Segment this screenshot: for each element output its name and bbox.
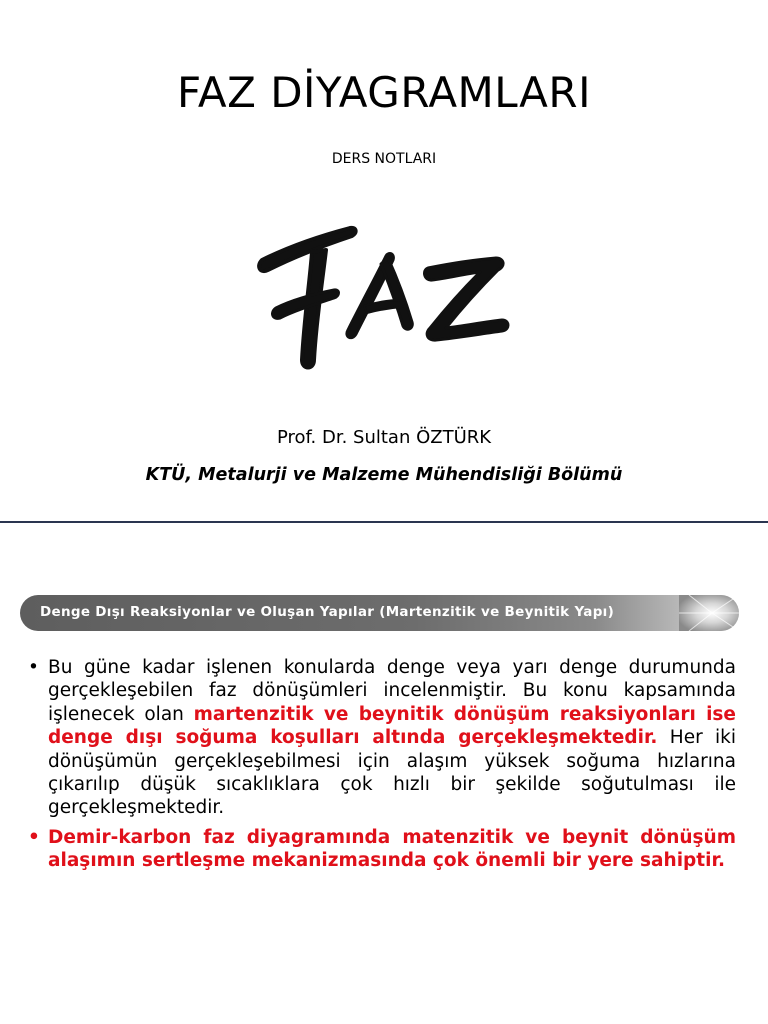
bullet-text: Demir-karbon faz diyagramında matenzitik ve beynit dönüşüm alaşımın sertleşme mekanizmasında çok önemli bir yere sahiptir. bbox=[48, 826, 736, 872]
slide-divider bbox=[0, 521, 768, 523]
bullet-list bbox=[28, 656, 736, 879]
banner-shine-decoration bbox=[679, 595, 739, 631]
bullet-marker: • bbox=[28, 826, 40, 848]
faz-logo bbox=[252, 210, 514, 378]
author-name: Prof. Dr. Sultan ÖZTÜRK bbox=[276, 427, 492, 448]
bullet-text-part1: Bu güne kadar işlenen konularda denge veya yarı denge durumunda gerçekleşebilen faz dönüşümleri incelenmiştir. Bu konu kapsamında işlenecek olan bbox=[48, 657, 736, 725]
banner-title: Denge Dışı Reaksiyonlar ve Oluşan Yapılar (Martenzitik ve Beynitik Yapı) bbox=[40, 604, 615, 620]
bullet-text-part2: Her iki dönüşümün gerçekleşebilmesi için alaşım yüksek soğuma hızlarına çıkarılıp düşük sıcaklıklara çok hızlı bir şekilde soğutulması ile gerçekleşmektedir. bbox=[48, 727, 736, 819]
page-title: FAZ DİYAGRAMLARI bbox=[177, 68, 591, 117]
list-item bbox=[28, 656, 736, 820]
section-banner bbox=[20, 595, 739, 631]
department-name: KTÜ, Metalurji ve Malzeme Mühendisliği Bölümü bbox=[145, 465, 623, 485]
page-subtitle: DERS NOTLARI bbox=[331, 151, 437, 167]
list-item bbox=[28, 826, 736, 873]
bullet-marker: • bbox=[28, 657, 39, 678]
bullet-text-highlight: martenzitik ve beynitik dönüşüm reaksiyonları ise denge dışı soğuma koşulları altında gerçekleşmektedir. bbox=[48, 703, 736, 749]
